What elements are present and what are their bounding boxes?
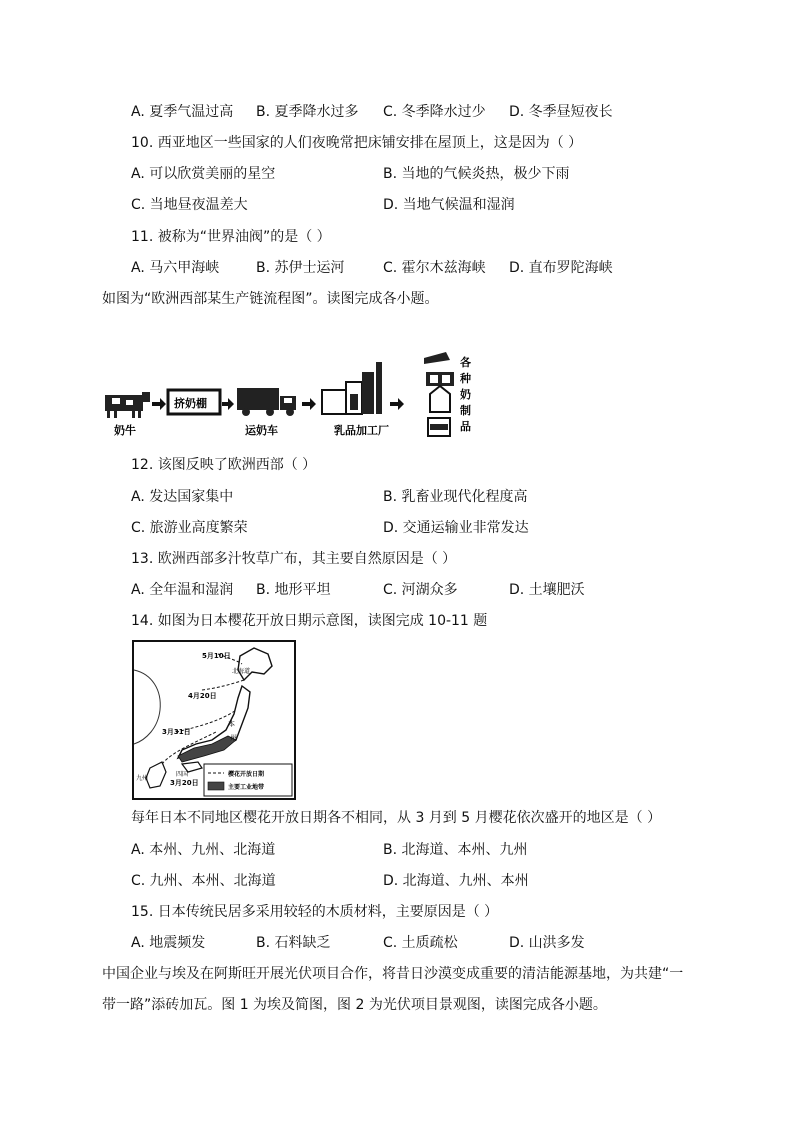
products-label-2: 种 <box>460 372 471 385</box>
q11-option-a: A. 马六甲海峡 <box>131 260 220 276</box>
q15-option-c: C. 土质疏松 <box>383 935 458 951</box>
products-label-5: 品 <box>460 420 471 433</box>
q13-stem: 13. 欧洲西部多汁牧草广布，其主要自然原因是（ ） <box>131 551 457 567</box>
label-shikoku: 四国 <box>176 771 189 778</box>
q10-option-a: A. 可以欣赏美丽的星空 <box>131 166 276 182</box>
q9-option-c: C. 冬季降水过少 <box>383 104 486 120</box>
truck-icon <box>237 388 296 416</box>
q12-option-c: C. 旅游业高度繁荣 <box>131 520 248 536</box>
label-mar20: 3月20日 <box>170 779 199 787</box>
q10-option-c: C. 当地昼夜温差大 <box>131 197 248 213</box>
label-hokkaido: 北海道 <box>232 668 251 675</box>
q14-option-d: D. 北海道、九州、本州 <box>383 873 529 889</box>
q10-stem: 10. 西亚地区一些国家的人们夜晚常把床铺安排在屋顶上，这是因为（ ） <box>131 135 583 151</box>
legend-hatch-label: 主要工业地带 <box>228 784 265 791</box>
truck-label: 运奶车 <box>245 424 278 437</box>
arrow-icon <box>302 398 316 410</box>
q13-option-b: B. 地形平坦 <box>256 582 331 598</box>
q11-stem: 11. 被称为“世界油阀”的是（ ） <box>131 229 331 245</box>
japan-sakura-map <box>132 640 296 800</box>
arrow-icon <box>152 398 166 410</box>
q14-option-a: A. 本州、九州、北海道 <box>131 842 276 858</box>
products-label-3: 奶 <box>460 388 471 401</box>
milking-shed-label: 挤奶棚 <box>174 397 207 410</box>
egypt-intro-line-2: 带一路”添砖加瓦。图 1 为埃及简图，图 2 为光伏项目景观图，读图完成各小题。 <box>102 997 607 1013</box>
q10-option-b: B. 当地的气候炎热，极少下雨 <box>383 166 570 182</box>
q11-option-d: D. 直布罗陀海峡 <box>509 260 613 276</box>
legend-line-label: 樱花开放日期 <box>228 771 265 778</box>
factory-icon <box>322 362 382 414</box>
egypt-intro-line-1: 中国企业与埃及在阿斯旺开展光伏项目合作，将昔日沙漠变成重要的清洁能源基地，为共建“一 <box>102 966 684 982</box>
q13-option-d: D. 土壤肥沃 <box>509 582 585 598</box>
q9-option-d: D. 冬季昼短夜长 <box>509 104 613 120</box>
q12-option-a: A. 发达国家集中 <box>131 489 234 505</box>
q14-question: 每年日本不同地区樱花开放日期各不相同，从 3 月到 5 月樱花依次盛开的地区是（ ） <box>131 810 662 826</box>
q14-option-c: C. 九州、本州、北海道 <box>131 873 276 889</box>
dairy-chain-flowchart <box>100 350 480 440</box>
q15-option-d: D. 山洪多发 <box>509 935 585 951</box>
q12-option-d: D. 交通运输业非常发达 <box>383 520 529 536</box>
label-honshu-1: 本 <box>228 720 235 728</box>
arrow-icon <box>390 398 404 410</box>
label-honshu-2: 州 <box>230 734 237 742</box>
label-kyushu: 九州 <box>136 775 149 782</box>
q12-option-b: B. 乳畜业现代化程度高 <box>383 489 528 505</box>
q13-option-a: A. 全年温和湿润 <box>131 582 234 598</box>
q15-option-a: A. 地震频发 <box>131 935 206 951</box>
q15-option-b: B. 石料缺乏 <box>256 935 331 951</box>
q13-option-c: C. 河湖众多 <box>383 582 458 598</box>
q9-option-a: A. 夏季气温过高 <box>131 104 234 120</box>
q9-option-b: B. 夏季降水过多 <box>256 104 359 120</box>
q10-option-d: D. 当地气候温和湿润 <box>383 197 515 213</box>
cow-label: 奶牛 <box>114 424 136 437</box>
map-legend <box>204 764 292 796</box>
q11-option-c: C. 霍尔木兹海峡 <box>383 260 486 276</box>
label-apr20: 4月20日 <box>188 692 217 700</box>
legend-hatch-icon <box>208 782 224 790</box>
label-mar31: 3月31日 <box>162 728 191 736</box>
dairy-products-icon <box>424 352 454 436</box>
factory-label: 乳品加工厂 <box>334 424 389 437</box>
label-may10: 5月10日 <box>202 652 231 660</box>
products-label-1: 各 <box>460 356 471 369</box>
arrow-icon <box>222 398 234 410</box>
q14-option-b: B. 北海道、本州、九州 <box>383 842 528 858</box>
products-label-4: 制 <box>460 404 471 417</box>
q14-stem: 14. 如图为日本樱花开放日期示意图，读图完成 10-11 题 <box>131 613 488 629</box>
q15-stem: 15. 日本传统民居多采用较轻的木质材料，主要原因是（ ） <box>131 904 499 920</box>
q12-stem: 12. 该图反映了欧洲西部（ ） <box>131 457 317 473</box>
q11-option-b: B. 苏伊士运河 <box>256 260 345 276</box>
europe-intro: 如图为“欧洲西部某生产链流程图”。读图完成各小题。 <box>102 291 439 307</box>
cow-icon <box>105 392 150 418</box>
milking-shed-box <box>168 390 220 414</box>
